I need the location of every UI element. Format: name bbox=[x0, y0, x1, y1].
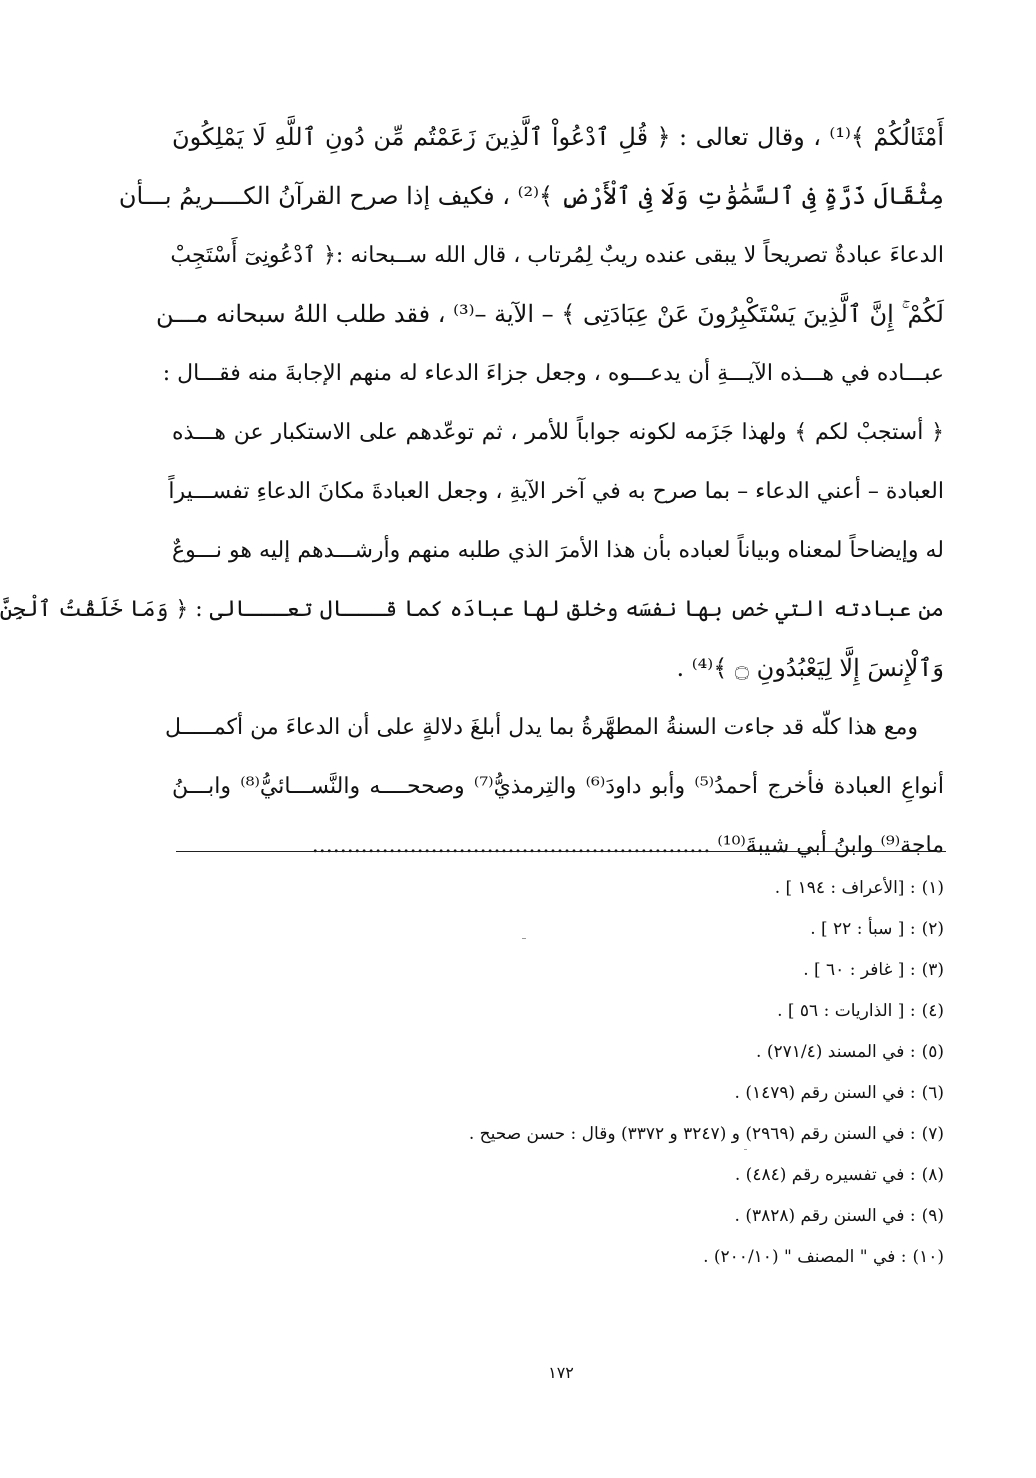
footnote-text: : في تفسيره رقم (٤٨٤) . bbox=[734, 1165, 916, 1185]
main-text bbox=[0, 108, 945, 875]
footnote-number: (٦) bbox=[921, 1083, 944, 1103]
footnote bbox=[176, 1114, 944, 1155]
text-line: الدعاءَ عبادةٌ تصريحاً لا يبقى عنده ريبٌ لِمُرتاب ، قال الله ســبحانه :﴿ ٱدْعُونِىٓ أَسْتَجِبْ bbox=[170, 243, 944, 268]
text-line: له وإيضاحاً لمعناه وبياناً لعباده بأن هذا الأمرَ الذي طلبه منهم وأرشـــدهم إليه هو نـــوعٌ bbox=[172, 538, 944, 563]
text-line: ماجة⁽⁹⁾ وابنُ أبي شيبةَ⁽¹⁰⁾ ......................................................... bbox=[311, 833, 944, 858]
paragraph-start-line: ومع هذا كلّه قد جاءت السنةُ المطهَّرةُ بما يدل أبلغَ دلالةٍ على أن الدعاءَ من أكمـــــل bbox=[164, 715, 918, 740]
text-line: لَكُمْ ۚ إِنَّ ٱلَّذِينَ يَسْتَكْبِرُونَ عَنْ عِبَادَتِى ﴾ – الآية –⁽³⁾ ، فقد طلب اللهُ سبحانه مـــن bbox=[156, 300, 944, 328]
footnote-separator bbox=[176, 851, 946, 852]
footnote-number: (١) bbox=[921, 878, 944, 898]
footnote bbox=[176, 1073, 944, 1114]
footnote-number: (٥) bbox=[921, 1042, 944, 1062]
footnote bbox=[176, 1155, 944, 1196]
footnote bbox=[176, 909, 944, 950]
text-line: ﴿ أستجبْ لكم ﴾ ولهذا جَزَمه لكونه جواباً للأمر ، ثم توعّدهم على الاستكبار عن هـــذه bbox=[172, 420, 944, 445]
footnote-number: (٩) bbox=[921, 1206, 944, 1226]
footnote-number: (٢) bbox=[921, 919, 944, 939]
footnote bbox=[176, 1032, 944, 1073]
footnote-text: : [الأعراف : ١٩٤ ] . bbox=[774, 878, 916, 898]
footnote bbox=[176, 868, 944, 909]
footnotes bbox=[176, 868, 944, 1278]
footnote bbox=[176, 1196, 944, 1237]
scan-speck bbox=[744, 1149, 747, 1150]
text-line: عبـــاده في هـــذه الآيـــةِ أن يدعـــوه ، وجعل جزاءَ الدعاء له منهم الإجابةَ منه فقـــال : bbox=[162, 361, 944, 386]
footnote-number: (٣) bbox=[921, 960, 944, 980]
footnote-text: : في السنن رقم (٢٩٦٩) و (٣٢٤٧ و ٣٣٧٢) وقال : حسن صحيح . bbox=[468, 1124, 916, 1144]
text-line: أنواعِ العبادة فأخرج أحمدُ⁽⁵⁾ وأبو داودَ⁽⁶⁾ والتِرمذيُّ⁽⁷⁾ وصححــــه والنَّســـائيُّ⁽⁸⁾ وابـــنُ bbox=[172, 774, 944, 799]
footnote-text: : [ الذاريات : ٥٦ ] . bbox=[777, 1001, 916, 1021]
page-number: ١٧٢ bbox=[548, 1363, 574, 1382]
text-line: وَٱلْإِنسَ إِلَّا لِيَعْبُدُونِ ۝ ﴾⁽⁴⁾ . bbox=[676, 654, 944, 682]
text-line: العبادة – أعني الدعاء – بما صرح به في آخر الآيةِ ، وجعل العبادةَ مكانَ الدعاءِ تفســـيراً bbox=[168, 479, 944, 504]
footnote bbox=[176, 991, 944, 1032]
footnote-text: : في السنن رقم (١٤٧٩) . bbox=[734, 1083, 916, 1103]
scan-speck bbox=[522, 938, 526, 939]
footnote-number: (٧) bbox=[921, 1124, 944, 1144]
text-line: مِثْقَالَ ذَرَّةٍ فِى ٱلسَّمَٰوَٰتِ وَلَا فِى ٱلْأَرْضِ ﴾⁽²⁾ ، فكيف إذا صرح القرآنُ الكــــريمُ بـــأن bbox=[118, 182, 944, 210]
footnote-text: : [ سبأ : ٢٢ ] . bbox=[810, 919, 916, 939]
footnote-number: (٤) bbox=[921, 1001, 944, 1021]
footnote-text: : في المسند (٢٧١/٤) . bbox=[756, 1042, 916, 1062]
footnote bbox=[176, 950, 944, 991]
footnote-text: : في " المصنف " (٢٠٠/١٠) . bbox=[703, 1247, 907, 1267]
footnote-number: (١٠) bbox=[912, 1247, 944, 1267]
footnote-text: : [ غافر : ٦٠ ] . bbox=[803, 960, 916, 980]
footnote-text: : في السنن رقم (٣٨٢٨) . bbox=[734, 1206, 916, 1226]
footnote-number: (٨) bbox=[921, 1165, 944, 1185]
text-line: من عبادته التي خص بها نفسَه وخلق لها عبادَه كما قـــال تعـــالى : ﴿ وَمَا خَلَقْتُ ٱلْجِنَّ bbox=[0, 597, 944, 622]
text-line: أَمْثَالُكُمْ ﴾⁽¹⁾ ، وقال تعالى : ﴿ قُلِ ٱدْعُواْ ٱلَّذِينَ زَعَمْتُم مِّن دُونِ ٱللَّهِ لَا يَمْلِكُونَ bbox=[172, 123, 945, 151]
footnote bbox=[176, 1237, 944, 1278]
